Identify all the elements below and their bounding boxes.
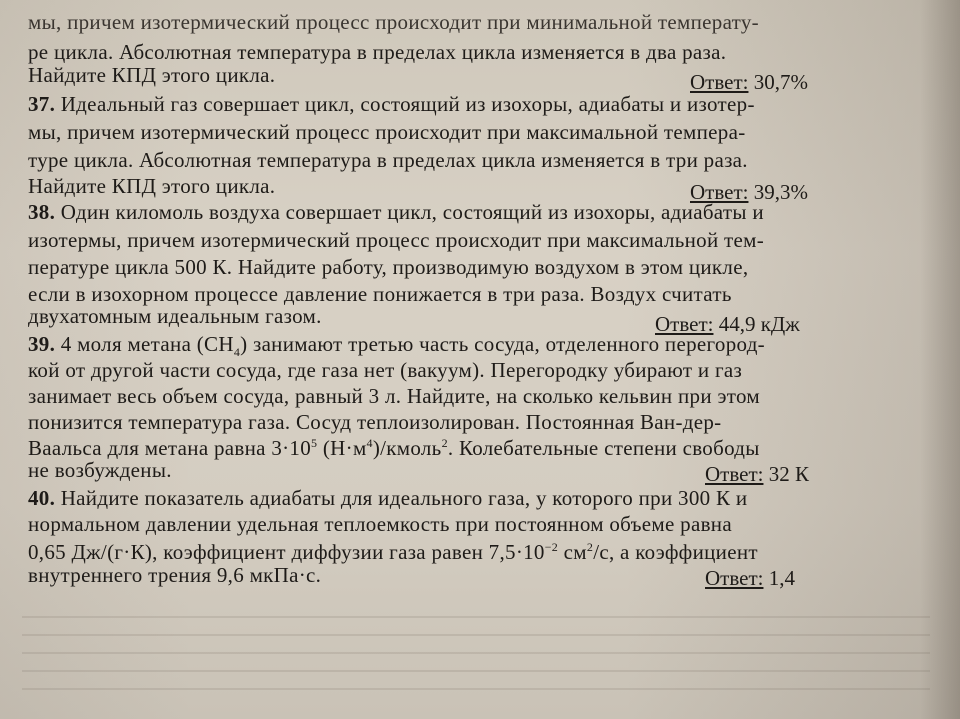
p40-line4: внутреннего трения 9,6 мкПа·с. [28, 563, 322, 587]
answer-value: 39,3% [753, 180, 808, 204]
page-edge-shadow [920, 0, 960, 719]
p36-line2: ре цикла. Абсолютная температура в пределах цикла изменяется в два раза. [28, 40, 727, 64]
answer-label: Ответ: [705, 462, 764, 486]
p37-line2: мы, причем изотермический процесс происходит при максимальной темпера- [28, 120, 746, 144]
p38-line4: если в изохорном процессе давление понижается в три раза. Воздух считать [28, 282, 732, 306]
p38-line1: 38. Один киломоль воздуха совершает цикл, состоящий из изохоры, адиабаты и [28, 200, 764, 224]
answer-label: Ответ: [705, 566, 764, 590]
p39-line3: занимает весь объем сосуда, равный 3 л. Найдите, на сколько кельвин при этом [28, 384, 760, 408]
p40-line1: 40. Найдите показатель адиабаты для идеального газа, у которого при 300 К и [28, 486, 748, 510]
p37-line3: туре цикла. Абсолютная температура в пределах цикла изменяется в три раза. [28, 148, 748, 172]
problem-number: 38. [28, 200, 56, 224]
p39-answer [705, 462, 809, 486]
answer-value: 1,4 [768, 566, 795, 590]
problem-number: 40. [28, 486, 56, 510]
answer-label: Ответ: [690, 180, 749, 204]
p39-line4: понизится температура газа. Сосуд теплоизолирован. Постоянная Ван-дер- [28, 410, 722, 434]
p39-line5: Ваальса для метана равна $3\cdot 10^5$ $(Н\cdot м^4)/кмоль^2$. Колебательные степени свободы [28, 436, 760, 460]
answer-label: Ответ: [690, 70, 749, 94]
p39-line1: 39. 4 моля метана $(CH_4)$ занимают третью часть сосуда, отделенного перегород- [28, 332, 765, 360]
answer-value: 44,9 кДж [718, 312, 800, 336]
p36-answer [690, 70, 808, 94]
answer-value: 30,7% [753, 70, 808, 94]
answer-label: Ответ: [655, 312, 714, 336]
p39-line2: кой от другой части сосуда, где газа нет (вакуум). Перегородку убирают и газ [28, 358, 743, 382]
p37-line1: 37. Идеальный газ совершает цикл, состоящий из изохоры, адиабаты и изотер- [28, 92, 755, 116]
problem-number: 39. [28, 332, 56, 356]
p38-line5: двухатомным идеальным газом. [28, 304, 322, 328]
p37-line4: Найдите КПД этого цикла. [28, 174, 276, 198]
p36-line3: Найдите КПД этого цикла. [28, 63, 276, 87]
bleed-through-text [22, 600, 930, 719]
p40-line2: нормальном давлении удельная теплоемкость при постоянном объеме равна [28, 512, 732, 536]
p36-line1: мы, причем изотермический процесс происходит при минимальной температу- [28, 10, 759, 34]
p38-line3: пературе цикла 500 К. Найдите работу, производимую воздухом в этом цикле, [28, 255, 749, 279]
p40-answer [705, 566, 795, 590]
p40-line3: 0,65 Дж/(г·К), коэффициент диффузии газа равен $7,5\cdot 10^{-2}$ $см^2/с$, а коэффициент [28, 540, 758, 564]
problem-number: 37. [28, 92, 56, 116]
p38-line2: изотермы, причем изотермический процесс происходит при максимальной тем- [28, 228, 765, 252]
answer-value: 32 К [768, 462, 809, 486]
p39-line6: не возбуждены. [28, 458, 172, 482]
